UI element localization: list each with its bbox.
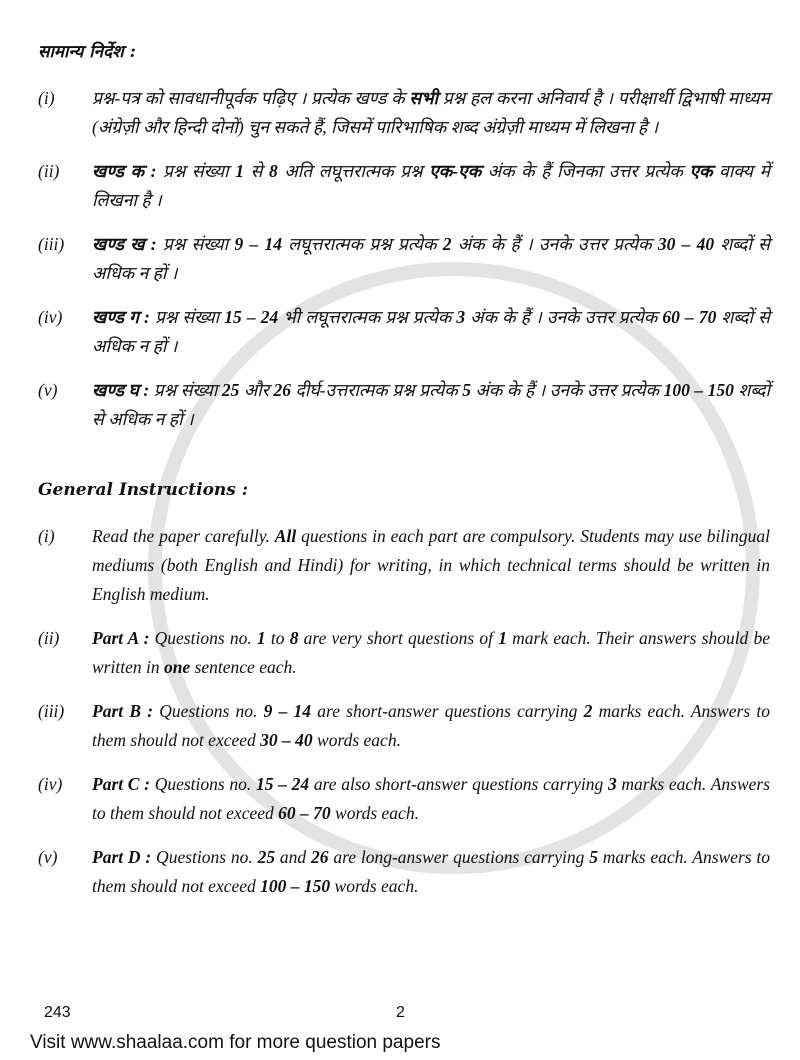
text-segment: questions in each part are compulsory. Students may use bilingual mediums (both English and Hindi) for writing, in which technical terms should be written in English medium. [92, 526, 770, 604]
instruction-item [38, 843, 770, 901]
text-segment: भी लघूत्तरात्मक प्रश्न प्रत्येक [278, 307, 457, 327]
bold-text: 5 [462, 380, 472, 400]
text-segment: Questions no. [151, 847, 258, 867]
instruction-item [38, 84, 770, 142]
paper-code: 243 [44, 1004, 71, 1021]
bold-text: 100 – 150 [260, 876, 331, 896]
item-text [92, 843, 770, 901]
bold-text: 8 [269, 161, 278, 181]
instructions-page [38, 40, 770, 916]
bold-text: 30 – 40 [260, 730, 313, 750]
bold-text: 1 [256, 628, 266, 648]
item-label: (iv) [38, 774, 63, 794]
bold-text: Part C : [92, 774, 151, 794]
text-segment: शब्दों से अधिक न हों । [92, 307, 770, 356]
text-segment: are very short questions of [298, 628, 499, 648]
text-segment: दीर्घ-उत्तरात्मक प्रश्न प्रत्येक [291, 380, 463, 400]
hindi-instructions [38, 84, 770, 434]
item-label: (iv) [38, 307, 63, 327]
bold-text: खण्ड घ : [92, 380, 150, 400]
footer-visit-text: Visit www.shaalaa.com for more question papers [30, 1032, 441, 1053]
instruction-item [38, 157, 770, 215]
text-segment: अंक के हैं । उनके उत्तर प्रत्येक [465, 307, 663, 327]
text-segment: प्रश्न-पत्र को सावधानीपूर्वक पढ़िए । प्रत्येक खण्ड के [92, 88, 410, 108]
instruction-item [38, 303, 770, 361]
bold-text: सभी [409, 88, 439, 108]
item-text [92, 84, 770, 142]
text-segment: marks each. Answers to them should not exceed [92, 847, 771, 896]
instruction-item [38, 770, 770, 828]
bold-text: one [163, 657, 191, 677]
text-segment: words each. [330, 803, 419, 823]
text-segment: to [265, 628, 290, 648]
text-segment: लघूत्तरात्मक प्रश्न प्रत्येक [281, 234, 443, 254]
bold-text: Part A : [92, 628, 150, 648]
text-segment: are also short-answer questions carrying [309, 774, 608, 794]
item-text [92, 303, 770, 361]
bold-text: खण्ड ग : [92, 307, 150, 327]
english-instructions [38, 522, 770, 901]
bold-text: 15 – 24 [256, 774, 310, 794]
text-segment: प्रश्न हल करना अनिवार्य है । परीक्षार्थी द्विभाषी माध्यम (अंग्रेज़ी और हिन्दी दोनों) चुन सकते हैं, जिसमें पारिभाषिक शब्द अंग्रेज़ी माध्यम में लिखना है । [92, 88, 770, 137]
text-segment: Questions no. [153, 701, 264, 721]
bold-text: एक [689, 161, 713, 181]
text-segment: Questions no. [149, 628, 257, 648]
bold-text: 9 – 14 [263, 701, 312, 721]
bold-text: 3 [456, 307, 466, 327]
text-segment: marks each. Answers to them should not exceed [92, 701, 771, 750]
bold-text: 2 [583, 701, 593, 721]
text-segment: words each. [330, 876, 419, 896]
item-text [92, 522, 770, 609]
text-segment: marks each. Answers to them should not exceed [92, 774, 770, 823]
bold-text: 26 [311, 847, 329, 867]
english-heading: General Instructions : [38, 480, 249, 500]
bold-text: 2 [442, 234, 452, 254]
item-text [92, 230, 770, 288]
text-segment: शब्दों से अधिक न हों । [92, 234, 770, 283]
text-segment: words each. [312, 730, 401, 750]
bold-text: Part B : [92, 701, 154, 721]
item-label: (ii) [38, 628, 60, 648]
bold-text: 5 [589, 847, 598, 867]
bold-text: 1 [498, 628, 507, 648]
bold-text: 25 [257, 847, 276, 867]
bold-text: 8 [289, 628, 299, 648]
text-segment: और [239, 380, 274, 400]
item-label: (v) [38, 380, 58, 400]
bold-text: 1 [235, 161, 244, 181]
bold-text: All [274, 526, 297, 546]
instruction-item [38, 624, 770, 682]
item-text [92, 624, 770, 682]
item-text [92, 770, 770, 828]
bold-text: एक-एक [429, 161, 482, 181]
text-segment: प्रश्न संख्या [149, 307, 225, 327]
item-label: (i) [38, 88, 55, 108]
text-segment: प्रश्न संख्या [149, 380, 222, 400]
item-label: (iii) [38, 701, 65, 721]
bold-text: 60 – 70 [662, 307, 717, 327]
instruction-item [38, 376, 770, 434]
bold-text: 9 – 14 [234, 234, 282, 254]
bold-text: Part D : [92, 847, 152, 867]
text-segment: प्रश्न संख्या [156, 234, 235, 254]
text-segment: sentence each. [190, 657, 297, 677]
text-segment: अंक के हैं । उनके उत्तर प्रत्येक [471, 380, 664, 400]
bold-text: खण्ड ख : [92, 234, 157, 254]
bold-text: 30 – 40 [657, 234, 715, 254]
item-text [92, 157, 770, 215]
item-text [92, 376, 770, 434]
text-segment: शब्दों से अधिक न हों । [92, 380, 771, 429]
bold-text: 60 – 70 [278, 803, 331, 823]
bold-text: 100 – 150 [663, 380, 734, 400]
text-segment: अंक के हैं । उनके उत्तर प्रत्येक [451, 234, 658, 254]
text-segment: अति लघूत्तरात्मक प्रश्न [277, 161, 430, 181]
text-segment: वाक्य में लिखना है । [92, 161, 770, 210]
bold-text: 15 – 24 [224, 307, 279, 327]
page-number: 2 [396, 1004, 405, 1021]
text-segment: mark each. Their answers should be written in [92, 628, 771, 677]
text-segment: Read the paper carefully. [92, 526, 275, 546]
item-text [92, 697, 770, 755]
item-label: (v) [38, 847, 58, 867]
bold-text: 3 [607, 774, 617, 794]
hindi-heading: सामान्य निर्देश : [38, 42, 136, 62]
text-segment: Questions no. [150, 774, 256, 794]
instruction-item [38, 697, 770, 755]
item-label: (i) [38, 526, 55, 546]
bold-text: 26 [273, 380, 292, 400]
text-segment: are short-answer questions carrying [311, 701, 584, 721]
instruction-item [38, 230, 770, 288]
text-segment: and [275, 847, 311, 867]
text-segment: अंक के हैं जिनका उत्तर प्रत्येक [481, 161, 690, 181]
instruction-item [38, 522, 770, 609]
item-label: (iii) [38, 234, 65, 254]
item-label: (ii) [38, 161, 60, 181]
bold-text: 25 [221, 380, 240, 400]
bold-text: खण्ड क : [92, 161, 157, 181]
text-segment: प्रश्न संख्या [156, 161, 236, 181]
text-segment: से [244, 161, 269, 181]
text-segment: are long-answer questions carrying [328, 847, 590, 867]
